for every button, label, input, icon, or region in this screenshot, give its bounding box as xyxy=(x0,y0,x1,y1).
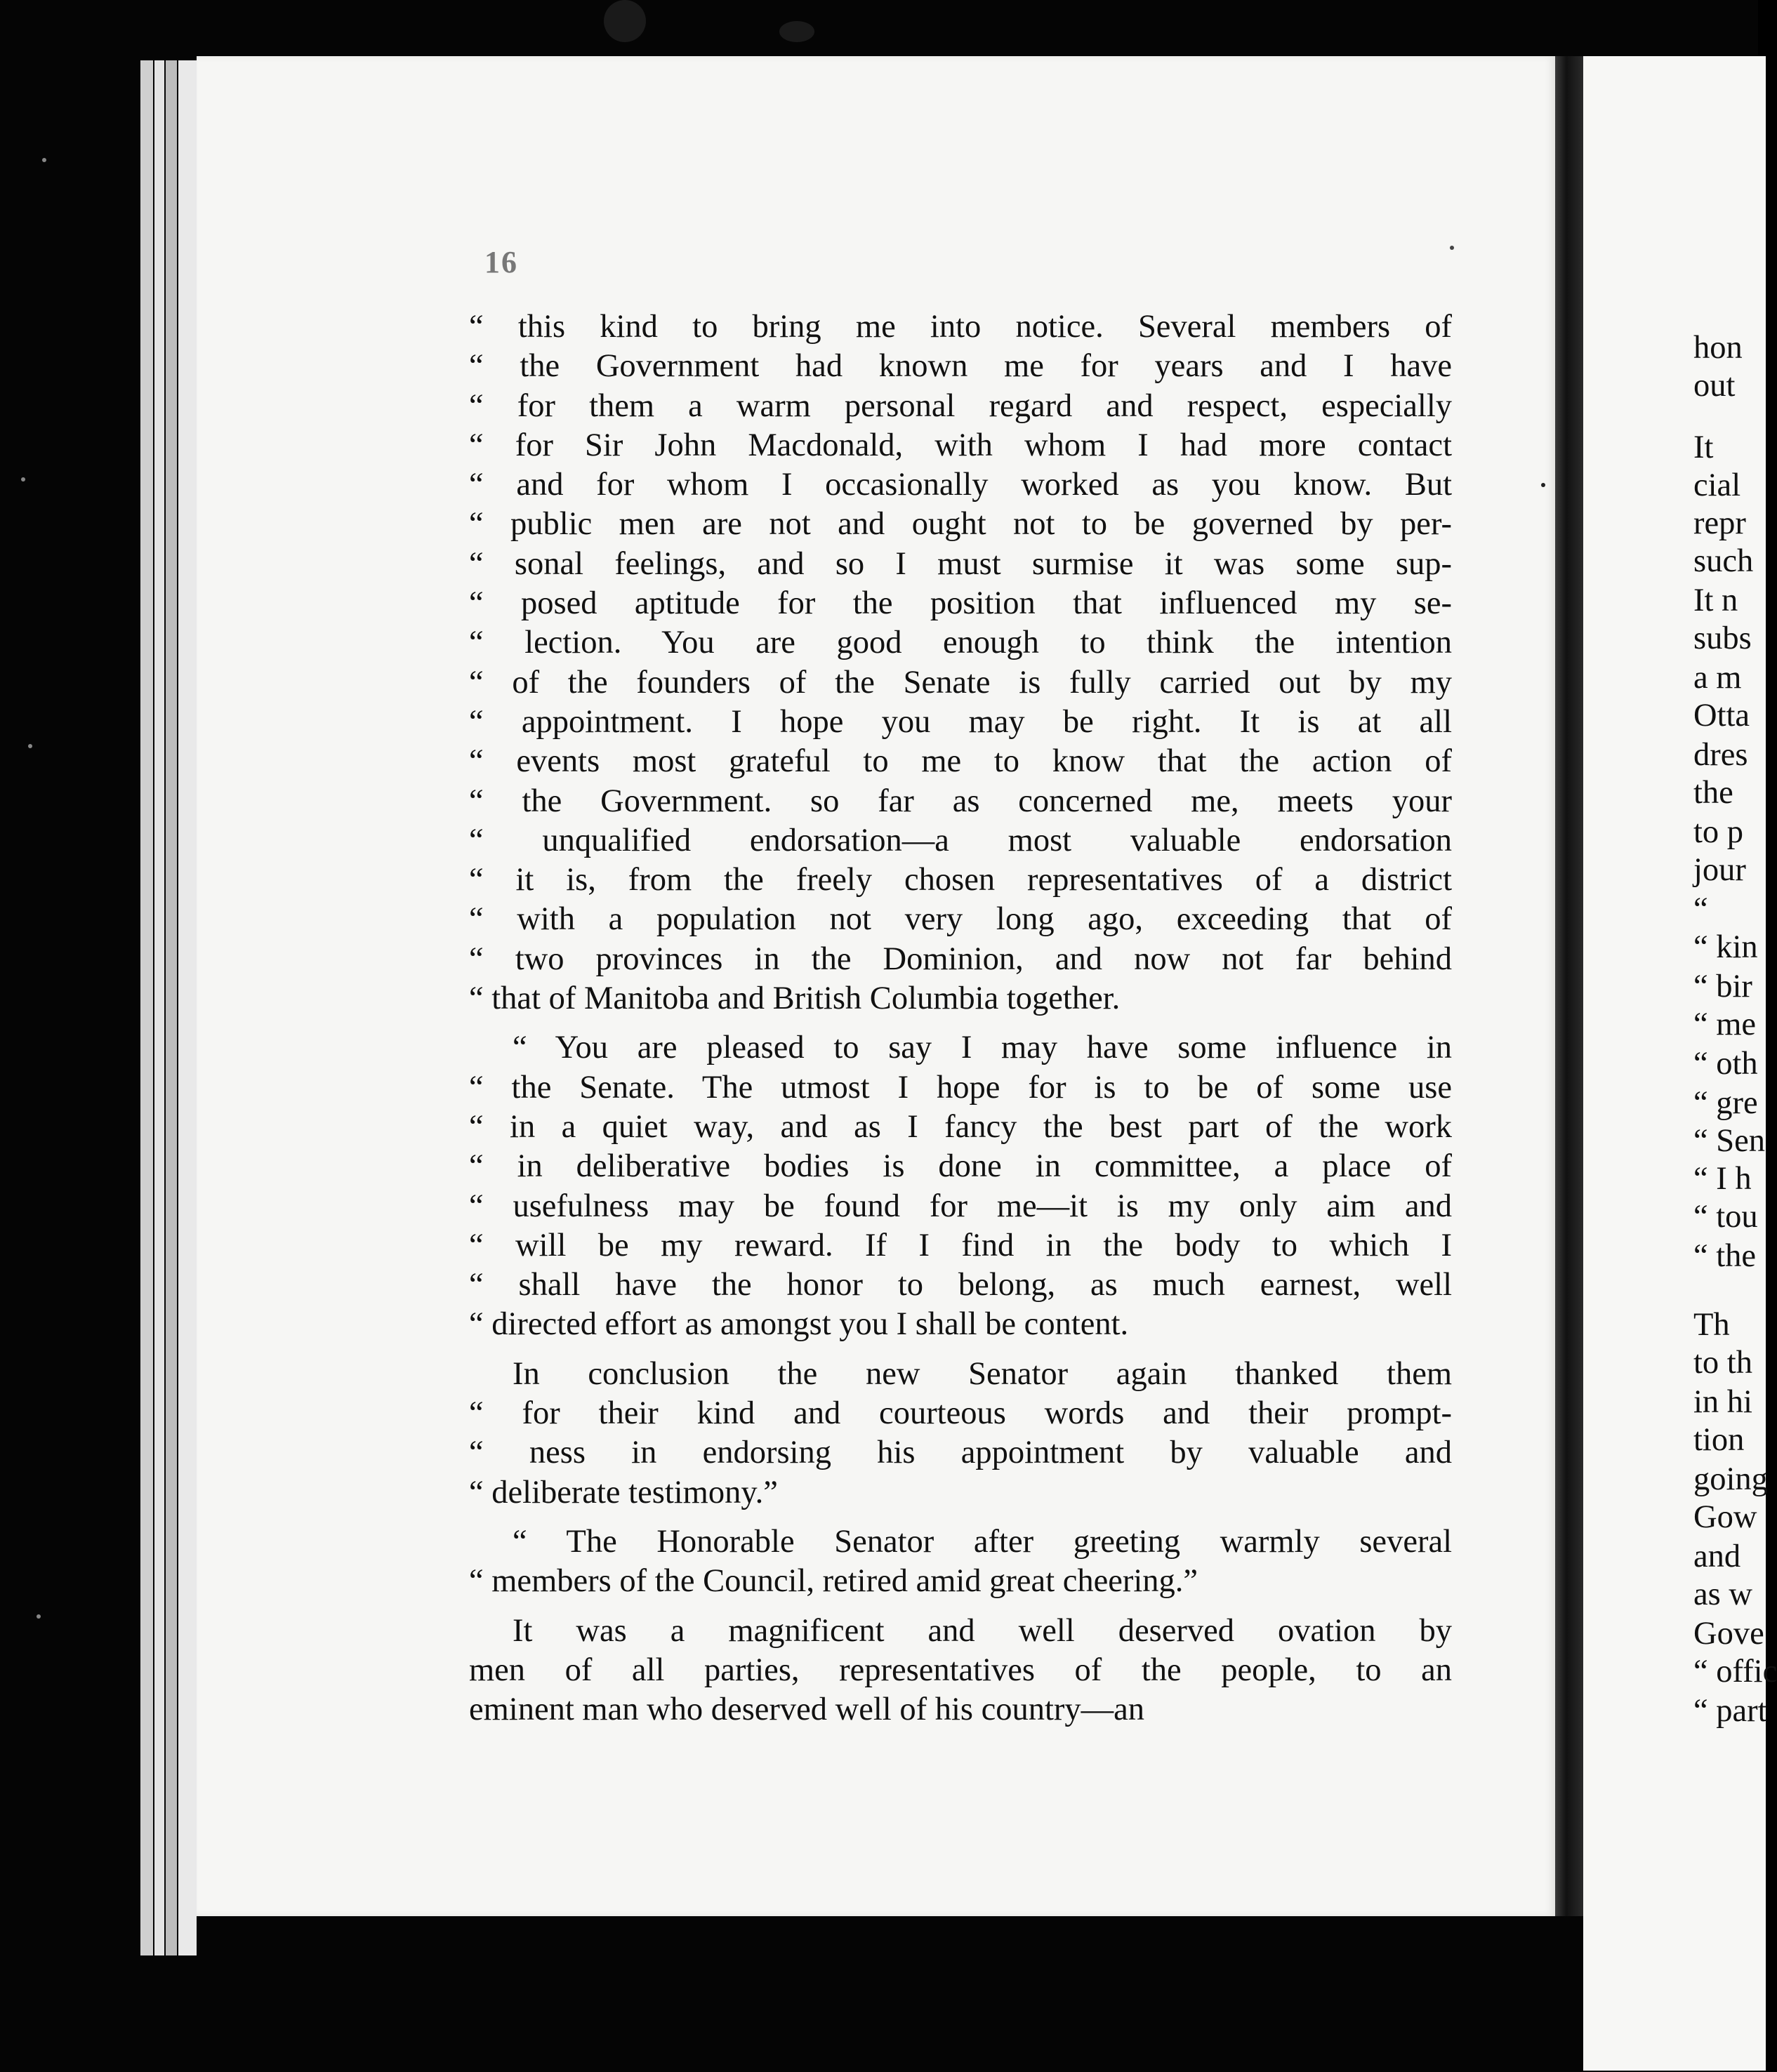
facing-text-fragment: as w xyxy=(1693,1576,1752,1612)
book-gutter xyxy=(1555,56,1583,1916)
text-line: “ the Government. so far as concerned me, meets your xyxy=(469,783,1452,819)
facing-text-fragment: “ oth xyxy=(1693,1046,1758,1082)
text-line: It was a magnificent and well deserved ovation by xyxy=(513,1612,1452,1649)
text-line: “ with a population not very long ago, exceeding that of xyxy=(469,901,1452,938)
text-line: “ in a quiet way, and as I fancy the best part of the work xyxy=(469,1108,1452,1145)
text-line: “ public men are not and ought not to be governed by per- xyxy=(469,506,1452,543)
facing-text-fragment: “ bir xyxy=(1693,969,1752,1004)
facing-text-fragment: repr xyxy=(1693,505,1746,541)
facing-text-fragment: “ gre xyxy=(1693,1085,1758,1121)
paragraph-gap xyxy=(469,1602,1452,1612)
page-stack-edge xyxy=(140,60,153,1955)
facing-text-fragment: in hi xyxy=(1693,1384,1752,1420)
paragraph-gap xyxy=(469,1513,1452,1522)
facing-text-fragment: a m xyxy=(1693,660,1742,696)
paragraph xyxy=(469,1028,1452,1344)
text-line: “ that of Manitoba and British Columbia together. xyxy=(469,981,1121,1017)
text-line: “ members of the Council, retired amid great cheering.” xyxy=(469,1563,1198,1600)
text-line: “ posed aptitude for the position that influenced my se- xyxy=(469,585,1452,622)
text-line: “ directed effort as amongst you I shall be content. xyxy=(469,1306,1129,1343)
text-line: “ the Senate. The utmost I hope for is to be of some use xyxy=(469,1069,1452,1105)
text-line: “ the Government had known me for years and I have xyxy=(469,348,1452,385)
facing-text-fragment: jour xyxy=(1693,852,1746,888)
facing-text-fragment: to th xyxy=(1693,1345,1752,1381)
speck xyxy=(1450,246,1454,250)
text-line: “ usefulness may be found for me—it is my only aim and xyxy=(469,1188,1452,1224)
facing-text-fragment: Gove xyxy=(1693,1616,1764,1652)
facing-text-fragment: Otta xyxy=(1693,698,1750,733)
text-line: “ for Sir John Macdonald, with whom I had more contact xyxy=(469,427,1452,463)
facing-text-fragment: subs xyxy=(1693,620,1752,656)
facing-text-fragment: dres xyxy=(1693,737,1748,773)
facing-text-fragment: “ part xyxy=(1693,1693,1767,1729)
text-line: “ You are pleased to say I may have some influence in xyxy=(513,1030,1452,1066)
text-line: “ lection. You are good enough to think the intention xyxy=(469,625,1452,661)
page-stack-edge xyxy=(166,60,177,1955)
text-line: “ of the founders of the Senate is fully carried out by my xyxy=(469,664,1452,700)
text-line: “ shall have the honor to belong, as much earnest, well xyxy=(469,1267,1452,1303)
paragraph-gap xyxy=(469,1018,1452,1028)
facing-text-fragment: Gow xyxy=(1693,1499,1757,1535)
text-line: “ and for whom I occasionally worked as you know. But xyxy=(469,467,1452,503)
text-line: In conclusion the new Senator again thanked them xyxy=(513,1355,1452,1392)
facing-text-fragment: “ me xyxy=(1693,1007,1757,1042)
paragraph xyxy=(469,1522,1452,1602)
text-line: “ for their kind and courteous words and their prompt- xyxy=(469,1395,1452,1432)
page-stack-edge xyxy=(154,60,164,1955)
text-line: “ sonal feelings, and so I must surmise it was some sup- xyxy=(469,545,1452,582)
facing-text-fragment: “ offic xyxy=(1693,1654,1777,1689)
speck xyxy=(37,1614,41,1619)
text-line: “ deliberate testimony.” xyxy=(469,1474,778,1510)
paragraph xyxy=(469,1355,1452,1513)
top-smudge xyxy=(604,0,646,42)
top-smudge xyxy=(779,21,814,42)
facing-text-fragment: hon xyxy=(1693,330,1743,366)
facing-text-fragment: It xyxy=(1693,430,1714,465)
paragraph-gap xyxy=(469,1345,1452,1355)
speck xyxy=(21,477,25,482)
facing-text-fragment: going xyxy=(1693,1461,1768,1497)
page-number: 16 xyxy=(484,245,518,279)
text-line: “ The Honorable Senator after greeting warmly several xyxy=(513,1523,1452,1560)
text-line: “ for them a warm personal regard and respect, especially xyxy=(469,387,1452,424)
text-line: “ will be my reward. If I find in the body to which I xyxy=(469,1227,1452,1263)
paragraph xyxy=(469,307,1452,1018)
facing-text-fragment: out xyxy=(1693,368,1736,404)
text-line: men of all parties, representatives of the people, to an xyxy=(469,1652,1452,1688)
facing-text-fragment: “ kin xyxy=(1693,929,1758,965)
facing-text-fragment: “ I h xyxy=(1693,1161,1752,1197)
paragraph xyxy=(469,1612,1452,1730)
page-stack-edge xyxy=(178,60,197,1955)
facing-text-fragment: “ the xyxy=(1693,1238,1757,1274)
text-line: “ events most grateful to me to know that the action of xyxy=(469,743,1452,780)
facing-text-fragment: and xyxy=(1693,1539,1741,1574)
facing-text-fragment: tion xyxy=(1693,1422,1745,1458)
text-line: “ in deliberative bodies is done in committee, a place of xyxy=(469,1148,1452,1185)
facing-text-fragment: to p xyxy=(1693,814,1744,850)
text-line: “ appointment. I hope you may be right. It is at all xyxy=(469,703,1452,740)
body-text xyxy=(469,307,1452,1729)
facing-text-fragment: “ Sen xyxy=(1693,1123,1766,1159)
speck xyxy=(28,744,32,748)
facing-text-fragment: the xyxy=(1693,775,1733,811)
facing-text-fragment: “ xyxy=(1693,891,1708,927)
text-line: “ it is, from the freely chosen representatives of a district xyxy=(469,862,1452,898)
facing-text-fragment: It n xyxy=(1693,583,1738,618)
facing-text-fragment: “ tou xyxy=(1693,1199,1758,1235)
facing-text-fragment: cial xyxy=(1693,467,1741,503)
text-line: “ ness in endorsing his appointment by valuable and xyxy=(469,1435,1452,1471)
text-line: eminent man who deserved well of his country—an xyxy=(469,1692,1145,1728)
text-line: “ two provinces in the Dominion, and now not far behind xyxy=(469,941,1452,977)
facing-text-fragment: such xyxy=(1693,543,1754,579)
speck xyxy=(42,158,46,162)
text-line: “ this kind to bring me into notice. Several members of xyxy=(469,309,1452,345)
text-line: “ unqualified endorsation—a most valuable endorsation xyxy=(469,822,1452,858)
facing-text-fragment: Th xyxy=(1693,1307,1730,1343)
speck xyxy=(1541,483,1545,487)
